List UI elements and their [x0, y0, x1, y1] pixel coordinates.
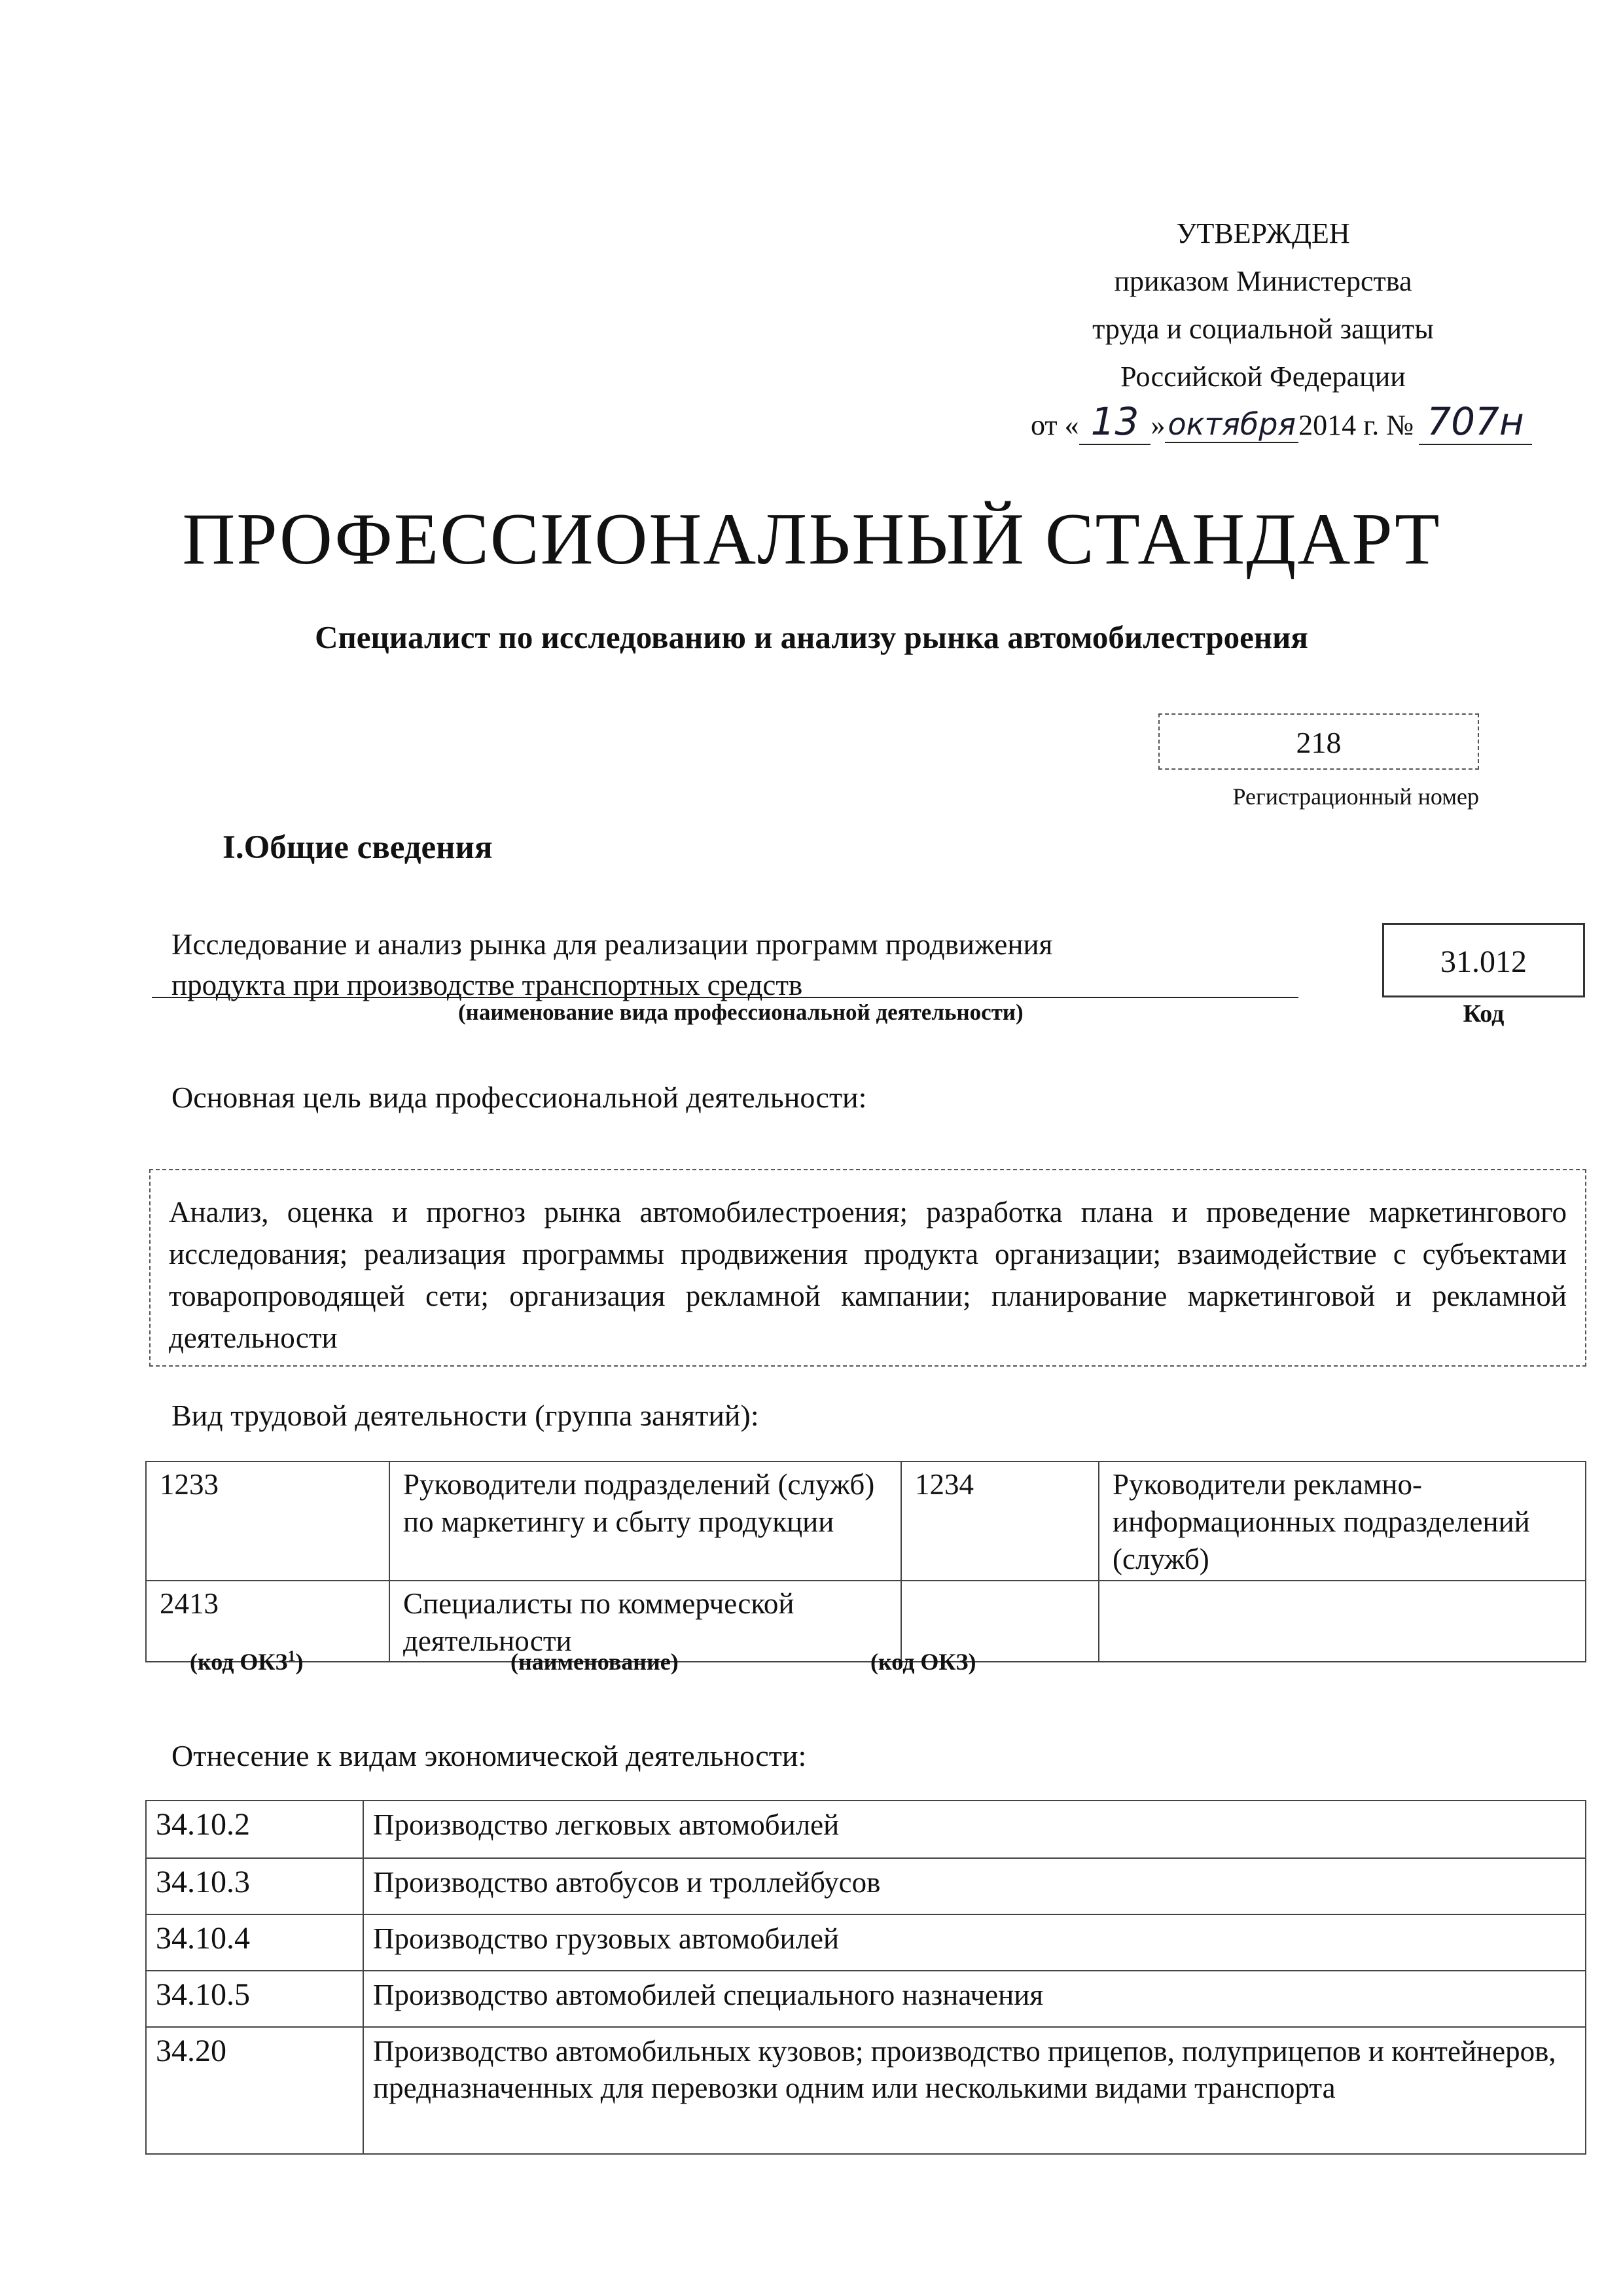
approval-order-line: приказом Министерства — [1114, 265, 1412, 297]
okved-name-cell: Производство грузовых автомобилей — [363, 1914, 1586, 1971]
activity-name-line-2: продукта при производстве транспортных средств — [171, 969, 803, 1001]
approval-date-line: от « 13 »октября2014 г. № 707н — [1031, 399, 1532, 445]
occ-name-cell: Руководители рекламно-информационных подразделений (служб) — [1099, 1462, 1586, 1581]
activity-code-caption: Код — [1463, 1000, 1505, 1028]
occ-code-cell: 1233 — [146, 1462, 389, 1581]
occ-name-cell — [1099, 1581, 1586, 1662]
okved-code-cell: 34.10.3 — [146, 1858, 363, 1914]
occ-caption-code: (код ОКЗ$^1$) — [190, 1648, 304, 1675]
activity-code-box: 31.012 — [1382, 923, 1585, 997]
page-title: ПРОФЕССИОНАЛЬНЫЙ СТАНДАРТ — [182, 499, 1441, 580]
occ-code-cell: 1234 — [901, 1462, 1099, 1581]
okved-name-cell: Производство легковых автомобилей — [363, 1801, 1586, 1858]
okved-name-cell: Производство автомобилей специального назначения — [363, 1971, 1586, 2027]
handwritten-day: 13 — [1079, 399, 1151, 445]
economic-table — [145, 1800, 1586, 2155]
okved-code-cell: 34.20 — [146, 2027, 363, 2154]
approval-block — [969, 209, 1558, 444]
registration-number-label: Регистрационный номер — [1232, 783, 1479, 810]
activity-name — [171, 924, 1052, 1005]
economic-heading: Отнесение к видам экономической деятельности: — [171, 1739, 807, 1772]
approval-ministry-line: труда и социальной защиты — [1092, 313, 1434, 345]
occupation-heading: Вид трудовой деятельности (группа занятий): — [171, 1399, 759, 1432]
approval-federation-line: Российской Федерации — [1120, 361, 1406, 393]
okved-name-cell: Производство автобусов и троллейбусов — [363, 1858, 1586, 1914]
date-year: 2014 г. № — [1298, 409, 1414, 441]
goal-heading: Основная цель вида профессиональной деятельности: — [171, 1081, 867, 1114]
activity-underline — [152, 997, 1298, 998]
table-row — [146, 1581, 1586, 1662]
table-row — [146, 1801, 1586, 1858]
occ-name-cell: Руководители подразделений (служб) по маркетингу и сбыту продукции — [389, 1462, 901, 1581]
okved-code-cell: 34.10.4 — [146, 1914, 363, 1971]
okved-code-cell: 34.10.5 — [146, 1971, 363, 2027]
standard-name: Специалист по исследованию и анализу рынка автомобилестроения — [315, 619, 1308, 655]
occupation-table — [145, 1461, 1586, 1662]
approval-title: УТВЕРЖДЕН — [1176, 217, 1350, 249]
occ-code-cell: 2413 — [146, 1581, 389, 1662]
okved-name-cell: Производство автомобильных кузовов; производство прицепов, полуприцепов и контейнеров, предназначенных для перевозки одним или несколькими видами транспорта — [363, 2027, 1586, 2154]
activity-name-line-1: Исследование и анализ рынка для реализации программ продвижения — [171, 928, 1053, 961]
section-heading: I.Общие сведения — [223, 829, 493, 866]
table-row — [146, 1462, 1586, 1581]
occ-caption-code-2: (код ОКЗ) — [870, 1649, 976, 1675]
handwritten-month: октября — [1165, 406, 1298, 443]
okved-code-cell: 34.10.2 — [146, 1801, 363, 1858]
table-row — [146, 1858, 1586, 1914]
table-row — [146, 1971, 1586, 2027]
occ-caption-name: (наименование) — [510, 1649, 679, 1675]
goal-box: Анализ, оценка и прогноз рынка автомобилестроения; разработка плана и проведение маркетингового исследования; реализация программы продвижения продукта организации; взаимодействие с субъектами товаропроводящей сети; организация рекламной кампании; планирование маркетинговой и рекламной деятельности — [149, 1169, 1586, 1367]
activity-caption: (наименование вида профессиональной деятельности) — [458, 999, 1024, 1025]
registration-number-box: 218 — [1158, 713, 1479, 770]
date-prefix: от « — [1031, 409, 1079, 441]
handwritten-order-number: 707н — [1419, 399, 1532, 445]
occ-name-cell: Специалисты по коммерческой деятельности — [389, 1581, 901, 1662]
table-row — [146, 1914, 1586, 1971]
table-row — [146, 2027, 1586, 2154]
